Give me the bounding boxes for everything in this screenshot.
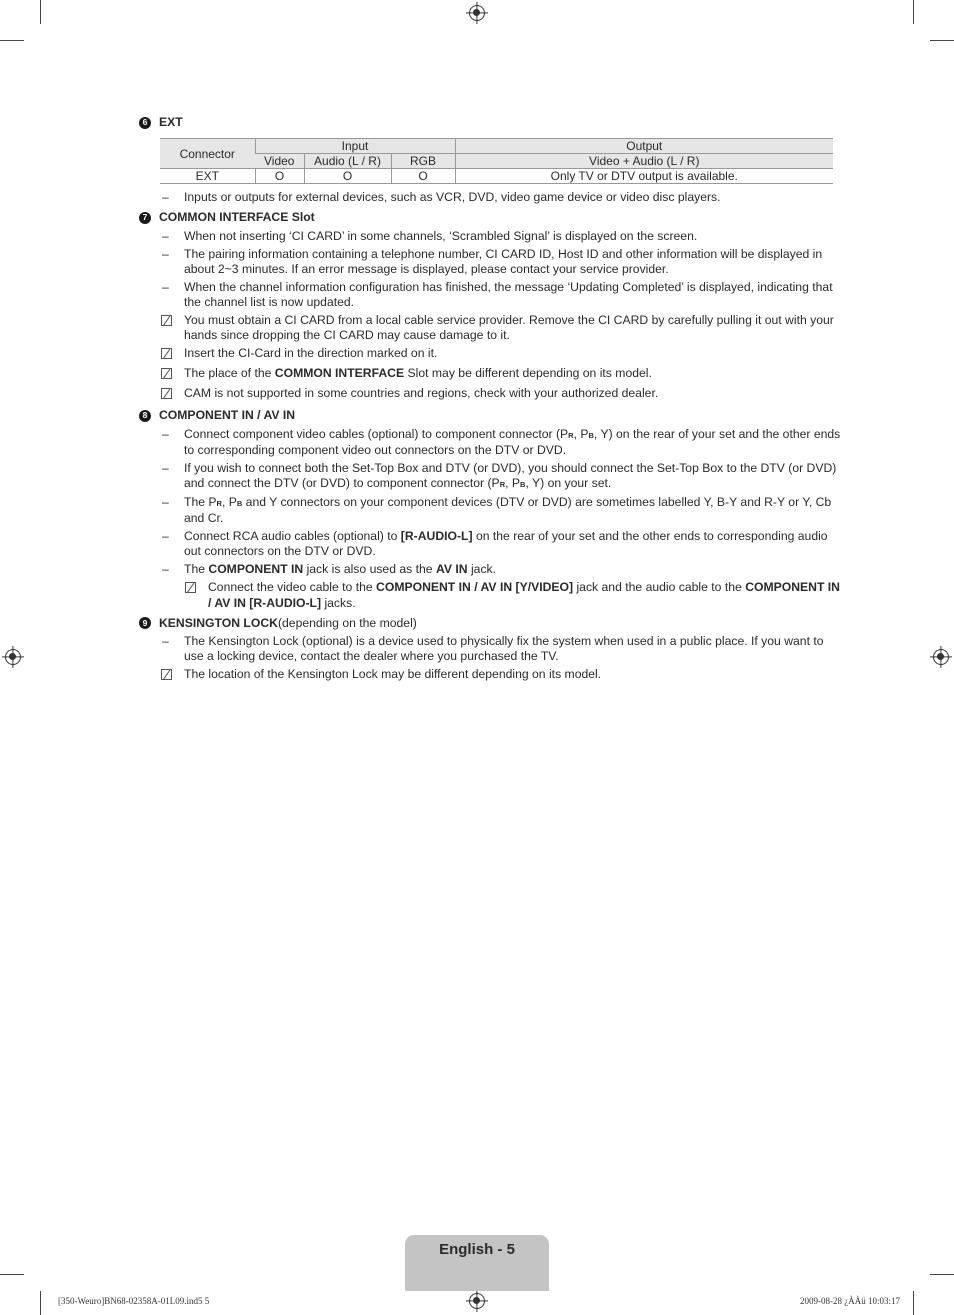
- section-component-heading: [139, 408, 841, 423]
- section-number-badge: 9: [139, 617, 151, 629]
- section-title: EXT: [159, 115, 183, 129]
- note-icon: [161, 315, 172, 326]
- item-text: The COMPONENT IN jack is also used as the AV IN jack.: [184, 562, 497, 577]
- ext-connector-table: [160, 138, 833, 184]
- note-item: [139, 313, 841, 343]
- item-text: CAM is not supported in some countries and regions, check with your authorized dealer.: [184, 386, 659, 401]
- crop-mark: [930, 40, 954, 41]
- item-text: Insert the CI-Card in the direction marked on it.: [184, 346, 438, 361]
- item-text: Connect RCA audio cables (optional) to [R-AUDIO-L] on the rear of your set and the other ends to corresponding audio out connectors on the DTV or DVD.: [184, 529, 828, 559]
- item-text: Connect the video cable to the COMPONENT IN / AV IN [Y/VIDEO] jack and the audio cable to the COMPONENT IN / AV IN [R-AUDIO-L] jacks.: [208, 580, 840, 610]
- table-cell: Only TV or DTV output is available.: [455, 169, 833, 184]
- list-item: [139, 634, 841, 664]
- dash-bullet: –: [162, 529, 169, 544]
- note-item: [139, 580, 841, 610]
- item-text: The place of the COMMON INTERFACE Slot may be different depending on its model.: [184, 366, 652, 381]
- dash-bullet: –: [162, 634, 169, 649]
- note-item: [139, 386, 841, 403]
- section-number-badge: 8: [139, 410, 151, 422]
- note-item: [139, 366, 841, 383]
- print-slug-left: [350-Weuro]BN68-02358A-01L09.ind5 5: [58, 1296, 210, 1306]
- item-text: Inputs or outputs for external devices, such as VCR, DVD, video game device or video disc players.: [184, 190, 721, 205]
- table-subheader: Video: [255, 154, 304, 169]
- item-text: When not inserting ‘CI CARD’ in some channels, ‘Scrambled Signal’ is displayed on the screen.: [184, 228, 698, 243]
- note-icon: [161, 368, 172, 379]
- item-text: If you wish to connect both the Set-Top Box and DTV (or DVD), you should connect the Set-Top Box to the DTV (or DVD) and connect the DTV (or DVD) to component connector (PR, PB, Y) on your set.: [184, 460, 837, 491]
- registration-mark-icon: [469, 5, 485, 21]
- page-number-label: English - 5: [439, 1241, 515, 1258]
- table-subheader: Audio (L / R): [304, 154, 391, 169]
- section-number-badge: 6: [139, 117, 151, 129]
- dash-bullet: –: [162, 246, 169, 261]
- table-cell: O: [255, 169, 304, 184]
- table-header-input: Input: [255, 139, 455, 154]
- crop-mark: [913, 0, 914, 24]
- section-title: COMPONENT IN / AV IN: [159, 408, 296, 423]
- dash-bullet: –: [162, 190, 169, 205]
- section-ext-heading: [139, 115, 841, 130]
- list-item: [139, 229, 841, 244]
- note-icon: [161, 348, 172, 359]
- item-text: When the channel information configuration has finished, the message ‘Updating Completed’ is displayed, indicating that the channel list is now updated.: [184, 279, 833, 310]
- note-icon: [161, 388, 172, 399]
- section-title: COMMON INTERFACE Slot: [159, 210, 315, 225]
- crop-mark: [40, 1291, 41, 1315]
- registration-mark-icon: [5, 649, 21, 665]
- item-text: The pairing information containing a telephone number, CI CARD ID, Host ID and other information will be displayed in about 2~3 minutes. If an error message is displayed, please contact your service provider.: [184, 246, 823, 276]
- registration-mark-icon: [469, 1293, 485, 1309]
- item-text: You must obtain a CI CARD from a local cable service provider. Remove the CI CARD by carefully pulling it out with your hands since dropping the CI CARD may cause damage to it.: [184, 313, 834, 343]
- section-number-badge: 7: [139, 212, 151, 224]
- table-cell: EXT: [160, 169, 255, 184]
- dash-bullet: –: [162, 460, 169, 475]
- crop-mark: [0, 1274, 24, 1275]
- dash-bullet: –: [162, 279, 169, 294]
- table-row: [160, 169, 833, 184]
- page-content: [139, 110, 841, 687]
- list-item: [139, 529, 841, 559]
- registration-mark-icon: [933, 649, 949, 665]
- section-kensington-heading: [139, 616, 841, 631]
- crop-mark: [913, 1291, 914, 1315]
- item-text: The PR, PB and Y connectors on your component devices (DTV or DVD) are sometimes labelled Y, B-Y and R-Y or Y, Cb and Cr.: [184, 495, 832, 526]
- list-item: [139, 427, 841, 458]
- table-cell: O: [304, 169, 391, 184]
- dash-bullet: –: [162, 426, 169, 441]
- list-item: [139, 247, 841, 277]
- dash-bullet: –: [162, 495, 169, 510]
- crop-mark: [0, 40, 24, 41]
- section-title-extra: (depending on the model): [277, 615, 417, 630]
- table-header-output: Output: [455, 139, 833, 154]
- list-item: [139, 562, 841, 577]
- list-item: [139, 495, 841, 526]
- note-icon: [185, 582, 196, 593]
- list-item: [139, 190, 841, 205]
- print-slug-right: 2009-08-28 ¿ÀÀü 10:03:17: [800, 1296, 900, 1306]
- crop-mark: [930, 1274, 954, 1275]
- table-header-connector: Connector: [160, 139, 255, 169]
- table-subheader: RGB: [391, 154, 455, 169]
- dash-bullet: –: [162, 562, 169, 577]
- list-item: [139, 461, 841, 492]
- crop-mark: [40, 0, 41, 24]
- table-subheader: Video + Audio (L / R): [455, 154, 833, 169]
- section-title: KENSINGTON LOCK: [159, 615, 278, 630]
- section-ci-heading: [139, 210, 841, 225]
- list-item: [139, 280, 841, 310]
- note-item: [139, 667, 841, 684]
- table-cell: O: [391, 169, 455, 184]
- item-text: Connect component video cables (optional) to component connector (PR, PB, Y) on the rear of your set and the other ends to corresponding component video out connectors on the DTV or DVD.: [184, 426, 841, 457]
- item-text: The location of the Kensington Lock may be different depending on its model.: [184, 667, 602, 682]
- note-item: [139, 346, 841, 363]
- item-text: The Kensington Lock (optional) is a device used to physically fix the system when used in a public place. If you want to use a locking device, contact the dealer where you purchased the TV.: [184, 634, 824, 664]
- dash-bullet: –: [162, 228, 169, 243]
- note-icon: [161, 669, 172, 680]
